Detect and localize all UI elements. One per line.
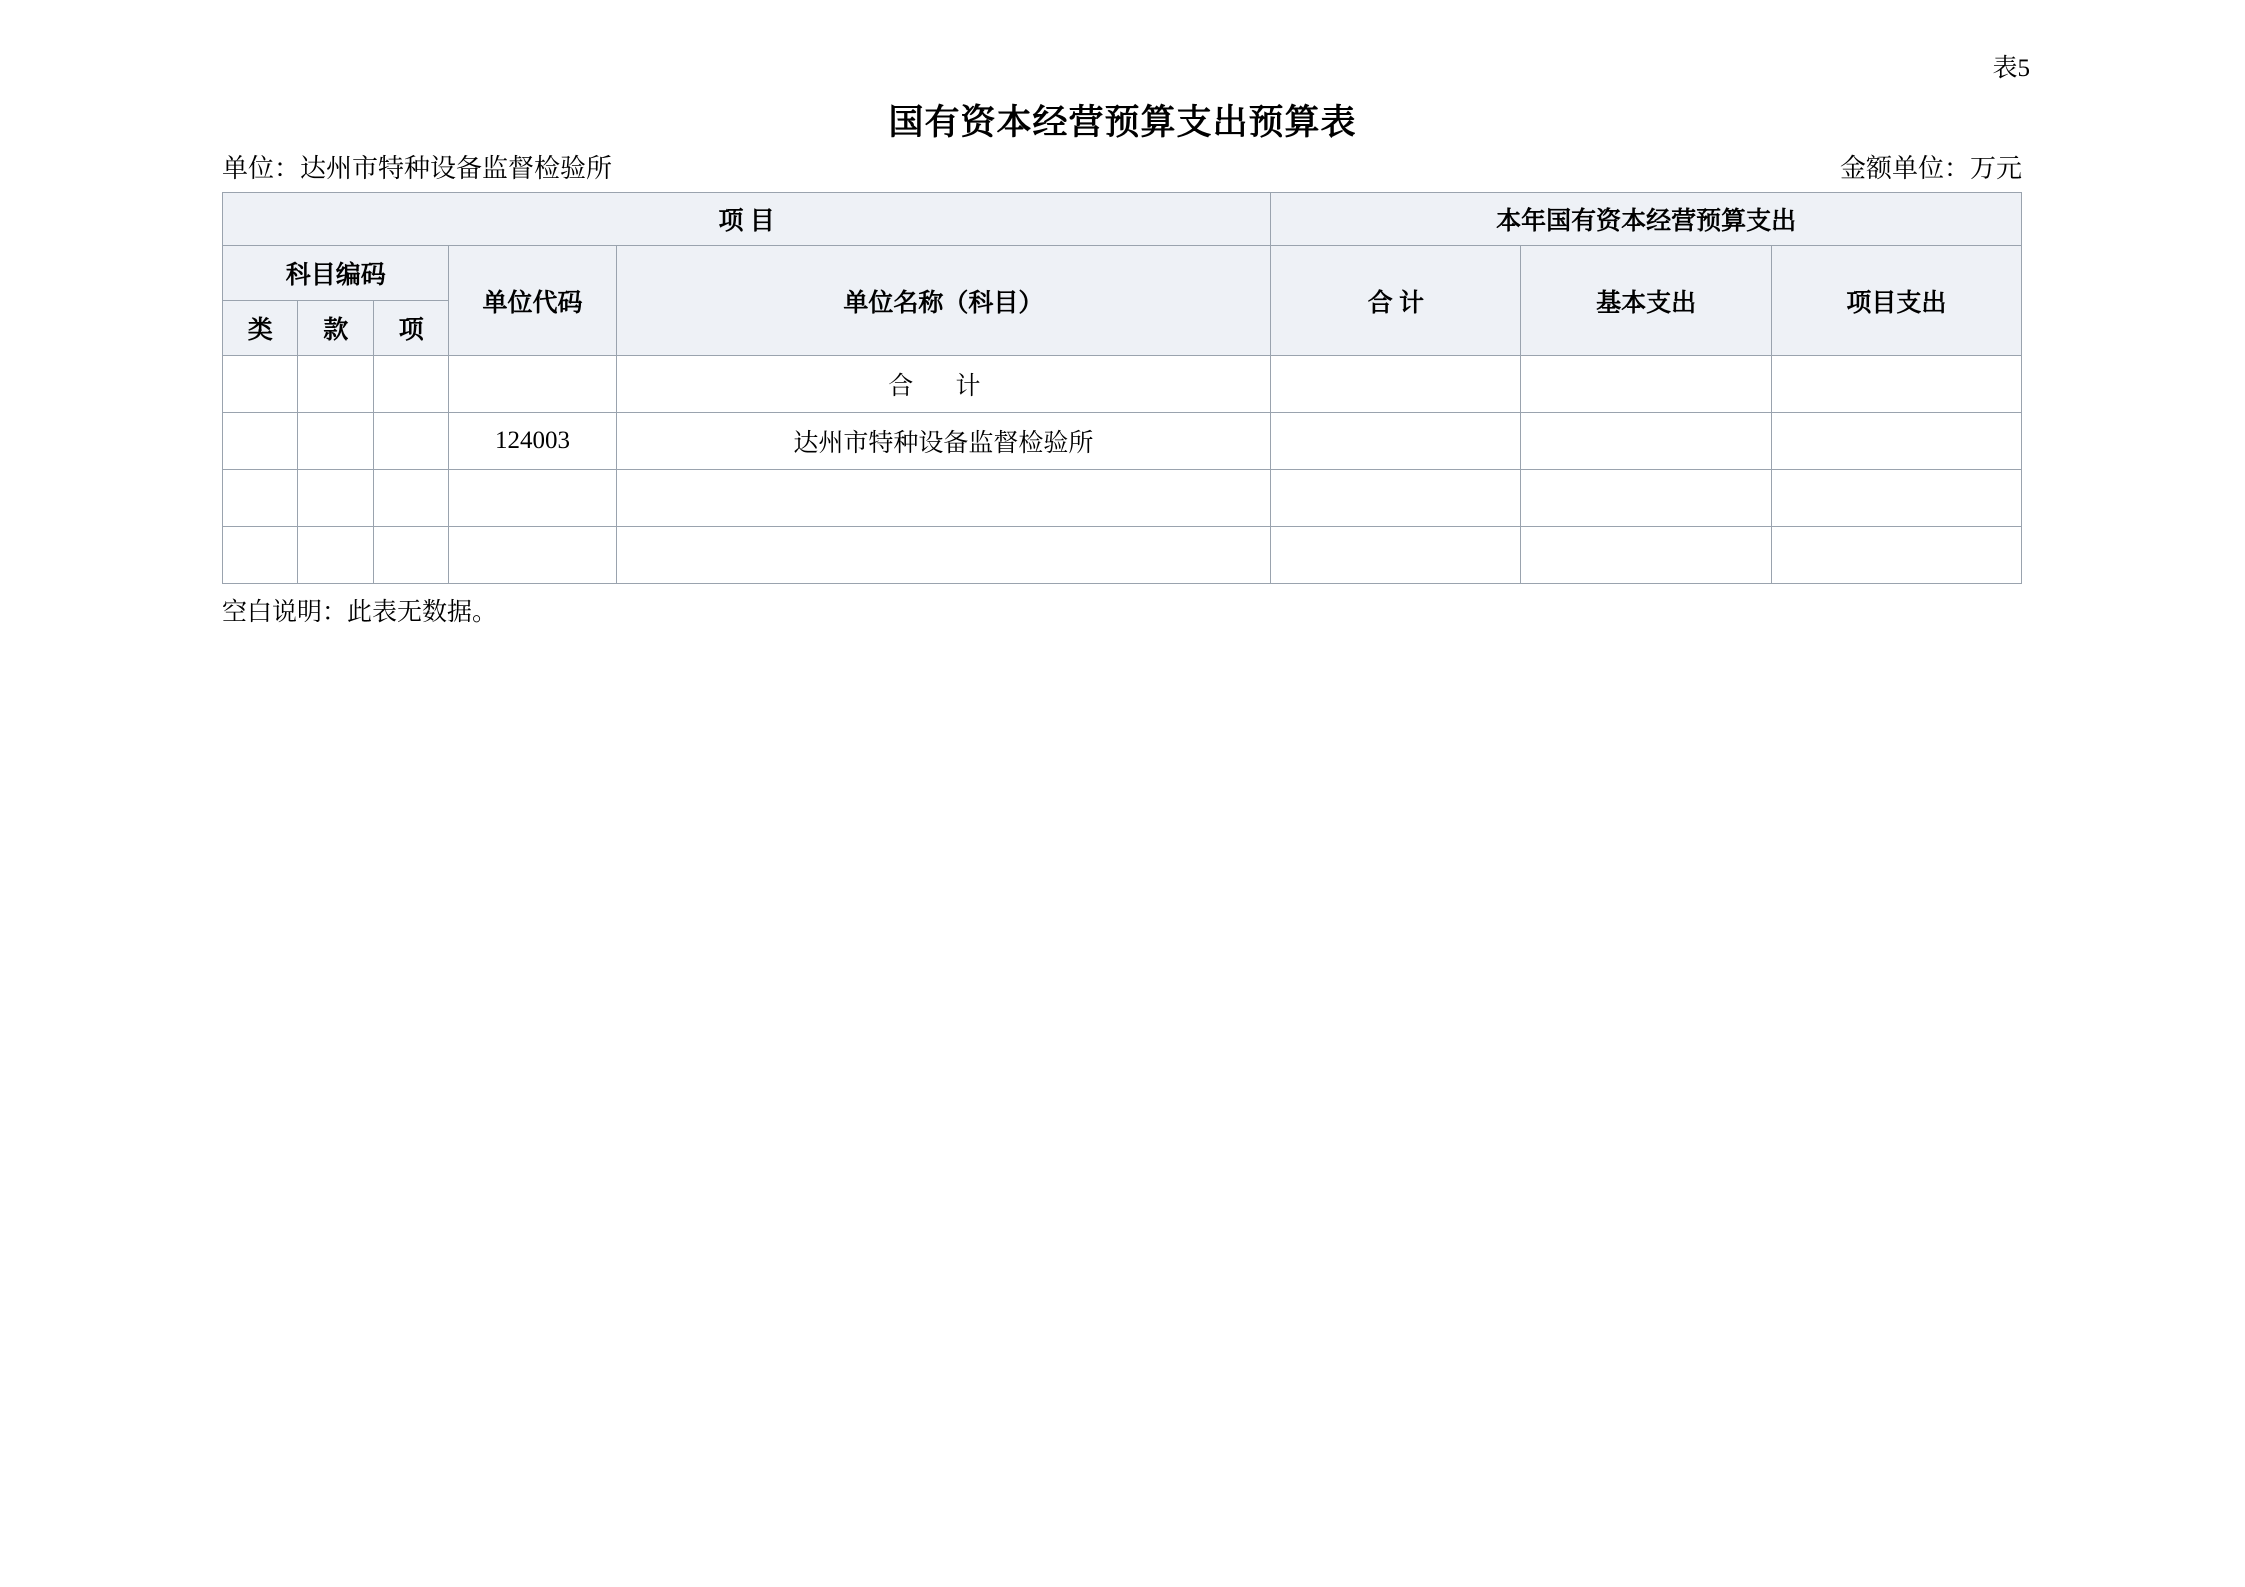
header-subject-code: 科目编码 (223, 246, 449, 301)
header-code-class: 类 (223, 301, 298, 356)
cell-unit-code (449, 356, 616, 413)
table-header-row-1 (223, 193, 2022, 246)
budget-table (222, 192, 2022, 584)
header-code-section: 款 (298, 301, 373, 356)
cell-class (223, 413, 298, 470)
table-row (223, 470, 2022, 527)
cell-class (223, 527, 298, 584)
header-unit-code: 单位代码 (449, 246, 616, 356)
cell-basic (1521, 527, 1771, 584)
cell-project (1771, 527, 2021, 584)
amount-unit-label: 金额单位：万元 (1839, 154, 2022, 183)
header-basic-expenditure: 基本支出 (1521, 246, 1771, 356)
table-row (223, 413, 2022, 470)
cell-unit-code (449, 527, 616, 584)
table-body (223, 356, 2022, 584)
cell-unit-name (616, 527, 1271, 584)
cell-section (298, 527, 373, 584)
cell-basic (1521, 470, 1771, 527)
header-project-expenditure: 项目支出 (1771, 246, 2021, 356)
blank-note: 空白说明：此表无数据。 (222, 599, 498, 626)
header-unit-name: 单位名称（科目） (616, 246, 1271, 356)
table-row (223, 527, 2022, 584)
cell-basic (1521, 356, 1771, 413)
cell-project (1771, 413, 2021, 470)
cell-class (223, 470, 298, 527)
header-code-item: 项 (373, 301, 448, 356)
cell-total (1271, 356, 1521, 413)
header-total: 合 计 (1271, 246, 1521, 356)
cell-basic (1521, 413, 1771, 470)
cell-project (1771, 470, 2021, 527)
cell-total (1271, 413, 1521, 470)
cell-unit-name (616, 470, 1271, 527)
cell-section (298, 470, 373, 527)
cell-project (1771, 356, 2021, 413)
cell-section (298, 413, 373, 470)
cell-item (373, 413, 448, 470)
cell-section (298, 356, 373, 413)
cell-class (223, 356, 298, 413)
table-row (223, 356, 2022, 413)
cell-unit-name: 合 计 (616, 356, 1271, 413)
cell-total (1271, 470, 1521, 527)
cell-unit-code: 124003 (449, 413, 616, 470)
cell-item (373, 356, 448, 413)
table-header-row-2 (223, 246, 2022, 301)
header-group-item: 项 目 (223, 193, 1271, 246)
meta-row (222, 148, 2022, 185)
cell-item (373, 527, 448, 584)
header-group-current-year-expenditure: 本年国有资本经营预算支出 (1271, 193, 2022, 246)
sheet-number: 表5 (1992, 55, 2030, 82)
page-title: 国有资本经营预算支出预算表 (888, 103, 1357, 142)
cell-unit-name: 达州市特种设备监督检验所 (616, 413, 1271, 470)
cell-item (373, 470, 448, 527)
cell-unit-code (449, 470, 616, 527)
cell-total (1271, 527, 1521, 584)
unit-label: 单位：达州市特种设备监督检验所 (222, 154, 613, 183)
